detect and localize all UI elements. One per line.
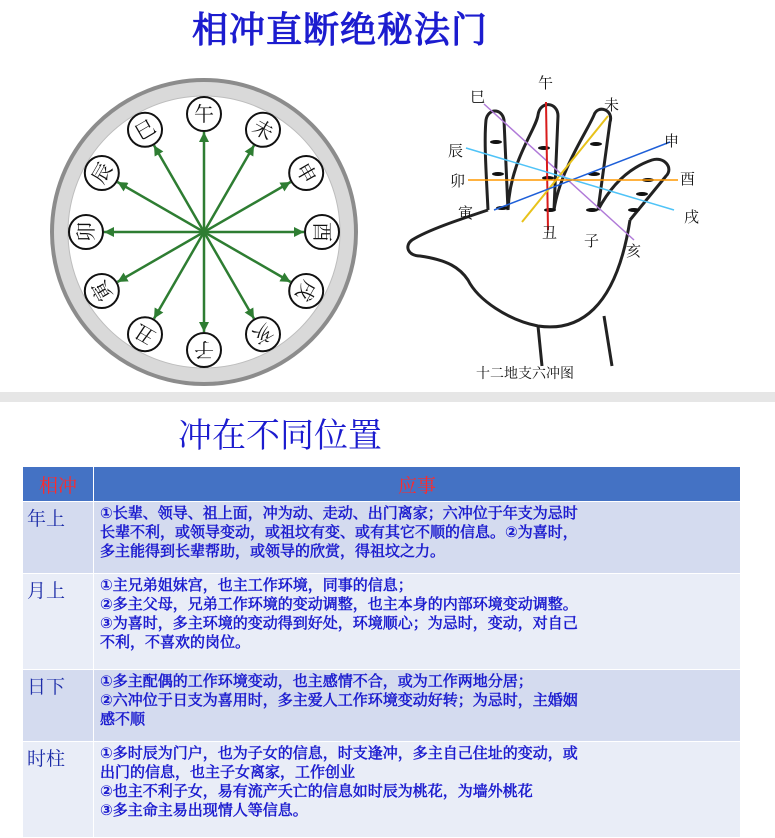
- row-description: [94, 670, 741, 742]
- row-position: 月上: [23, 574, 94, 670]
- table-row: [23, 670, 741, 742]
- svg-text:巳: 巳: [130, 114, 160, 146]
- hand-label-si: 巳: [470, 88, 486, 106]
- wheel-branch-label: [289, 156, 323, 190]
- wheel-branch-label: [289, 274, 323, 308]
- description-line: ①长辈、领导、祖上面，冲为动、走动、出门离家；六冲位于年支为忌时: [100, 504, 578, 522]
- wheel-branch-label: [246, 317, 280, 351]
- hand-label-you: 酉: [680, 170, 696, 188]
- wheel-branch-label: [246, 113, 280, 147]
- svg-text:寅: 寅: [86, 276, 118, 306]
- slide-1-title: 相冲直断绝秘法门: [191, 10, 488, 51]
- svg-text:申: 申: [290, 158, 322, 188]
- wheel-branch-label: [128, 113, 162, 147]
- description-line: ③多主命主易出现情人等信息。: [100, 801, 308, 819]
- svg-text:戌: 戌: [290, 276, 322, 306]
- svg-text:未: 未: [248, 114, 278, 146]
- slide-2-title: 冲在不同位置: [178, 416, 382, 456]
- description-line: ①多时辰为门户，也为子女的信息，时支逢冲，多主自己住址的变动，或: [100, 744, 578, 762]
- hand-label-xu: 戌: [684, 208, 700, 226]
- description-line: ②也主不利子女，易有流产夭亡的信息如时辰为桃花，为墙外桃花: [100, 782, 533, 800]
- row-position: 年上: [23, 502, 94, 574]
- slide-divider: [0, 392, 775, 402]
- hand-diagram-caption: 十二地支六冲图: [476, 366, 574, 382]
- row-position: 时柱: [23, 742, 94, 838]
- description-line: ①多主配偶的工作环境变动，也主感情不合，或为工作两地分居；: [100, 672, 533, 690]
- table-header-row: [23, 467, 741, 502]
- wheel-branch-label: [85, 274, 119, 308]
- hand-label-wu: 午: [538, 74, 554, 92]
- wheel-branch-label: [187, 97, 221, 131]
- svg-text:丑: 丑: [130, 318, 160, 350]
- svg-text:午: 午: [194, 102, 214, 126]
- wheel-branch-label: [85, 156, 119, 190]
- wheel-branch-label: [187, 333, 221, 367]
- row-position: 日下: [23, 670, 94, 742]
- clash-position-table: [22, 466, 741, 838]
- table-row: [23, 502, 741, 574]
- header-clash: 相冲: [23, 467, 94, 502]
- wheel-branch-label: [305, 215, 339, 249]
- row-description: [94, 742, 741, 838]
- hand-label-chen: 辰: [448, 142, 464, 160]
- svg-text:酉: 酉: [310, 222, 334, 242]
- hand-label-chou: 丑: [542, 224, 558, 242]
- six-clash-wheel: [48, 76, 360, 388]
- description-line: ②多主父母，兄弟工作环境的变动调整，也主本身的内部环境变动调整。: [100, 595, 578, 613]
- wheel-branch-label: [69, 215, 103, 249]
- description-line: ③为喜时，多主环境的变动得到好处，环境顺心；为忌时，变动，对自己: [100, 614, 578, 632]
- slide-1: [0, 0, 775, 393]
- hand-label-hai: 亥: [626, 242, 642, 260]
- hand-label-mao: 卯: [450, 172, 466, 190]
- wheel-branch-label: [128, 317, 162, 351]
- description-line: 出门的信息，也主子女离家，工作创业: [100, 763, 356, 781]
- description-line: 多主能得到长辈帮助，或领导的欣赏，得祖坟之力。: [100, 542, 446, 560]
- svg-text:亥: 亥: [248, 318, 278, 350]
- hand-label-shen: 申: [664, 132, 680, 150]
- header-effects: 应事: [94, 467, 741, 502]
- description-line: 感不顺: [100, 710, 146, 728]
- hand-label-yin: 寅: [458, 204, 474, 222]
- svg-text:卯: 卯: [74, 222, 98, 242]
- hand-six-clash-diagram: [398, 70, 728, 386]
- row-description: [94, 502, 741, 574]
- description-line: ②六冲位于日支为喜用时，多主爱人工作环境变动好转；为忌时，主婚姻: [100, 691, 578, 709]
- hand-label-zi: 子: [584, 232, 600, 250]
- description-line: 不利，不喜欢的岗位。: [100, 633, 251, 651]
- table-row: [23, 574, 741, 670]
- hand-label-wei: 未: [604, 96, 620, 114]
- svg-text:辰: 辰: [86, 158, 118, 188]
- description-line: ①主兄弟姐妹宫，也主工作环境，同事的信息；: [100, 576, 413, 594]
- slide-2: [0, 402, 775, 835]
- row-description: [94, 574, 741, 670]
- svg-text:子: 子: [194, 338, 214, 362]
- table-row: [23, 742, 741, 838]
- description-line: 长辈不利，或领导变动，或祖坟有变、或有其它不顺的信息。②为喜时，: [100, 523, 578, 541]
